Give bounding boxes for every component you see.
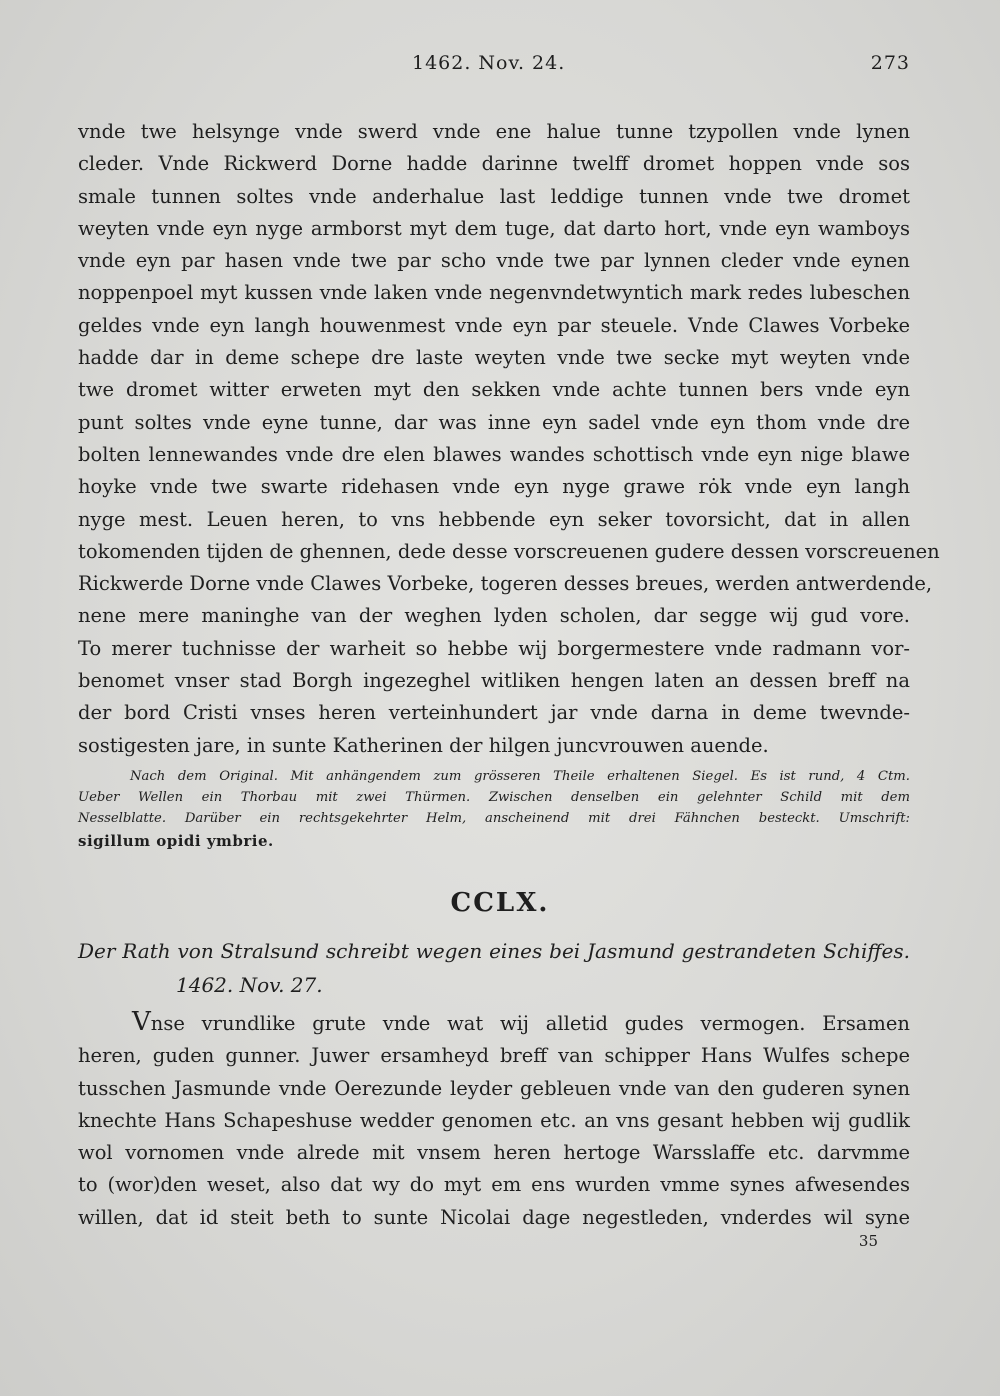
text-line: to (wor)den weset, also dat wy do myt em ens wurden vmme synes afwesendes xyxy=(78,1173,910,1197)
text-line: weyten vnde eyn nyge armborst myt dem tuge, dat darto hort, vnde eyn wamboys xyxy=(78,216,910,240)
text-line: tusschen Jasmunde vnde Oerezunde leyder gebleuen vnde van den guderen synen xyxy=(78,1076,910,1100)
text-line: vnde eyn par hasen vnde twe par scho vnde twe par lynnen cleder vnde eynen xyxy=(78,249,910,273)
paragraph-1 xyxy=(78,116,940,762)
text-line: benomet vnser stad Borgh ingezeghel witliken hengen laten an dessen breff na xyxy=(78,669,910,693)
text-line: Rickwerde Dorne vnde Clawes Vorbeke, togeren desses breues, werden antwerdende, xyxy=(78,572,933,596)
document-heading xyxy=(78,934,910,1002)
text-line-first xyxy=(78,1008,910,1040)
seal-legend: sigillum opidi ymbrie. xyxy=(78,832,274,850)
text-line: cleder. Vnde Rickwerd Dorne hadde darinne twelff dromet hoppen vnde sos xyxy=(78,152,910,176)
running-title: 1462. Nov. 24. xyxy=(412,52,566,74)
text-line: noppenpoel myt kussen vnde laken vnde negenvndetwyntich mark redes lubeschen xyxy=(78,281,910,305)
text-line: hoyke vnde twe swarte ridehasen vnde eyn nyge grawe rȯk vnde eyn langh xyxy=(78,475,910,499)
text-line: nyge mest. Leuen heren, to vns hebbende eyn seker tovorsicht, dat in allen xyxy=(78,507,910,531)
text-line: punt soltes vnde eyne tunne, dar was inne eyn sadel vnde eyn thom vnde dre xyxy=(78,410,910,434)
text-line: nene mere maninghe van der weghen lyden scholen, dar segge wij gud vore. xyxy=(78,604,910,628)
text-line: heren, guden gunner. Juwer ersamheyd breff van schipper Hans Wulfes schepe xyxy=(78,1044,910,1068)
text-line: To merer tuchnisse der warheit so hebbe wij borgermestere vnde radmann vor- xyxy=(78,636,910,660)
text-line: der bord Cristi vnses heren verteinhundert jar vnde darna in deme twevnde- xyxy=(78,701,910,725)
first-line-text: nse vrundlike grute vnde wat wij alletid gudes vermogen. Ersamen xyxy=(150,1012,910,1035)
editorial-note xyxy=(78,766,910,829)
text-line: bolten lennewandes vnde dre elen blawes wandes schottisch vnde eyn nige blawe xyxy=(78,442,910,466)
note-line: Nesselblatte. Darüber ein rechtsgekehrter Helm, anscheinend mit drei Fähnchen besteckt. Umschrift: xyxy=(78,811,910,826)
text-line: tokomenden tijden de ghennen, dede desse vorscreuenen gudere dessen vorscreuenen xyxy=(78,539,940,563)
text-line: willen, dat id steit beth to sunte Nicolai dage negestleden, vnderdes wil syne xyxy=(78,1205,910,1229)
text-line: knechte Hans Schapeshuse wedder genomen etc. an vns gesant hebben wij gudlik xyxy=(78,1108,910,1132)
text-line: smale tunnen soltes vnde anderhalue last leddige tunnen vnde twe dromet xyxy=(78,184,910,208)
page-header xyxy=(78,52,910,82)
note-line: Nach dem Original. Mit anhängendem zum grösseren Theile erhaltenen Siegel. Es ist rund, 4 Ctm. xyxy=(130,769,910,784)
signature-mark: 35 xyxy=(858,1232,878,1250)
text-line: vnde twe helsynge vnde swerd vnde ene halue tunne tzypollen vnde lynen xyxy=(78,120,910,143)
initial-letter: V xyxy=(132,1007,151,1037)
text-line: sostigesten jare, in sunte Katherinen der hilgen juncvrouwen auende. xyxy=(78,733,769,757)
text-line: wol vornomen vnde alrede mit vnsem heren hertoge Warsslaffe etc. darvmme xyxy=(78,1141,910,1165)
page-number: 273 xyxy=(870,52,910,74)
text-line: hadde dar in deme schepe dre laste weyten vnde twe secke myt weyten vnde xyxy=(78,346,910,370)
heading-line: Der Rath von Stralsund schreibt wegen eines bei Jasmund gestrandeten Schiffes. xyxy=(78,939,910,963)
heading-date: 1462. Nov. 27. xyxy=(176,973,323,997)
note-line: Ueber Wellen ein Thorbau mit zwei Thürmen. Zwischen denselben ein gelehnter Schild mit dem xyxy=(78,790,910,805)
document-numeral: CCLX. xyxy=(450,888,550,918)
text-line: geldes vnde eyn langh houwenmest vnde eyn par steuele. Vnde Clawes Vorbeke xyxy=(78,313,910,337)
paragraph-2 xyxy=(78,1008,910,1234)
text-line: twe dromet witter erweten myt den sekken vnde achte tunnen bers vnde eyn xyxy=(78,378,910,402)
